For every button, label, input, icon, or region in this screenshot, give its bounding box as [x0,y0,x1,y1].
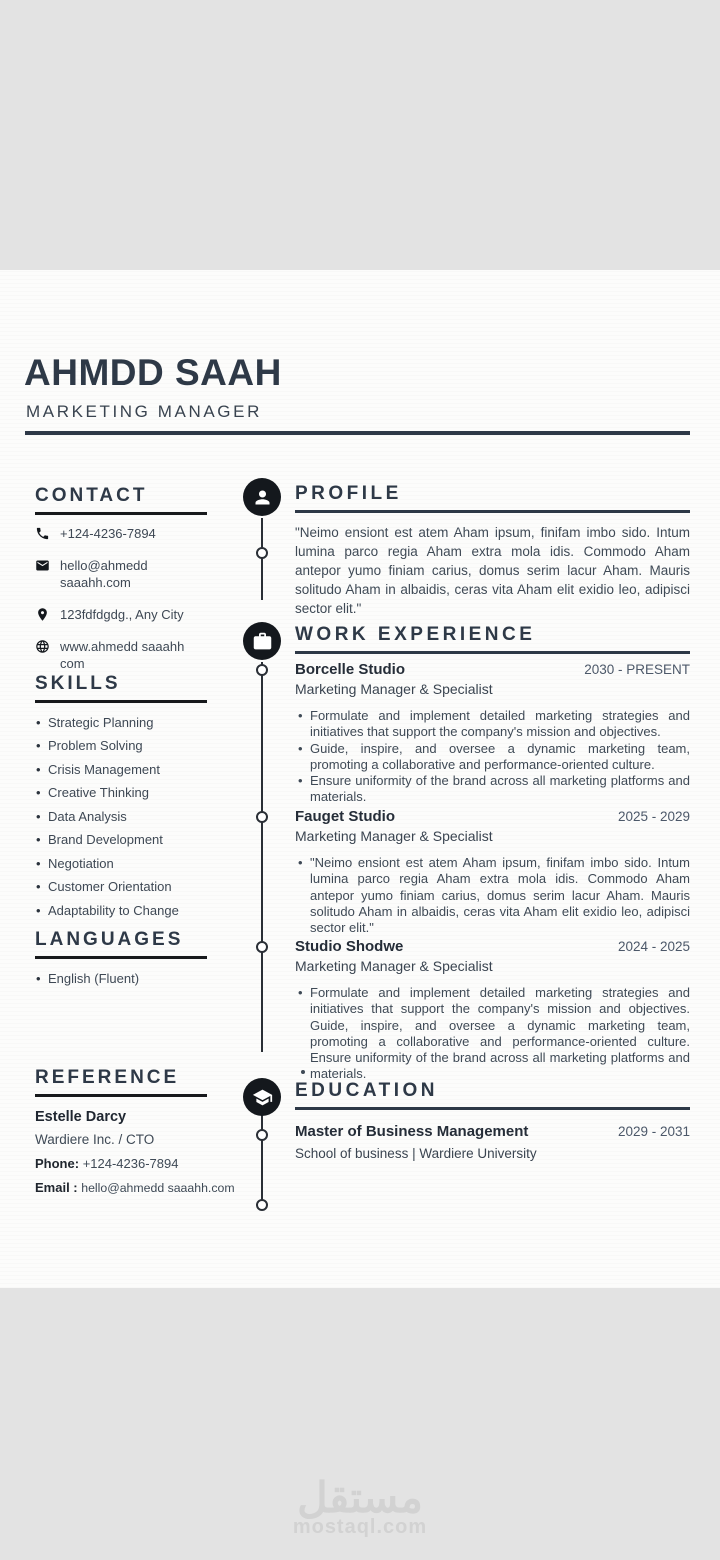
reference-section [35,1068,245,1196]
skill-item: • Negotiation [35,852,230,876]
work-role: Marketing Manager & Specialist [295,828,493,844]
work-entry [295,938,690,1083]
work-bullet: • "Neimo ensiont est atem Aham ipsum, finifam imbo sido. Intum lumina parco regia Aham extra mola idis. Commodo Aham antepor yumo finiam carius, domus serim lacur Aham. Mauris solitudo Aham in albaidis, ceras vita Aham elit exidio leo, adipisci sector elit." [295,855,690,936]
globe-icon [35,639,50,654]
work-bullet: • Formulate and implement detailed marketing strategies and initiatives that support the company's mission and objectives. Guide, inspire, and oversee a dynamic marketing team, promoting a collaborative and performance-oriented culture. Ensure uniformity of the brand across all marketing platforms and materials. [295,985,690,1083]
profile-node [243,478,281,516]
reference-email-line [35,1180,245,1196]
work-bullet-list [295,708,690,806]
reference-heading-rule [35,1094,207,1097]
reference-email-value: hello@ahmedd saaahh.com [81,1180,235,1195]
contact-phone: +124-4236-7894 [60,525,156,541]
work-role: Marketing Manager & Specialist [295,681,493,697]
profile-heading-rule [295,510,690,513]
contact-website: www.ahmedd saaahh com [60,638,185,671]
work-experience-heading: WORK EXPERIENCE [295,624,536,645]
timeline-dot [256,941,268,953]
work-bullet: • Guide, inspire, and oversee a dynamic marketing team, promoting a collaborative and performance-oriented culture. [295,741,690,774]
work-entry [295,661,690,806]
email-icon [35,558,50,573]
work-dates: 2030 - PRESENT [584,662,690,677]
timeline-dot [256,664,268,676]
header-divider [25,431,690,435]
skill-item: • Customer Orientation [35,875,230,899]
location-icon [35,607,50,622]
skill-item: • Data Analysis [35,805,230,829]
contact-row-address [35,606,230,623]
company-name: Borcelle Studio [295,661,406,678]
contact-row-website [35,638,230,672]
reference-heading: REFERENCE [35,1067,180,1088]
skill-item: • Brand Development [35,828,230,852]
work-entry-header [295,808,690,826]
language-item: • English (Fluent) [35,967,230,991]
reference-email-label: Email : [35,1179,78,1195]
work-dates: 2024 - 2025 [617,939,690,954]
school-name: School of business | Wardiere University [295,1146,537,1161]
work-bullet-list [295,985,690,1083]
person-icon [252,487,273,508]
skill-item: • Creative Thinking [35,781,230,805]
skill-item: • Adaptability to Change [35,899,230,923]
reference-phone-label: Phone: [35,1155,80,1171]
graduation-cap-icon [252,1087,273,1108]
education-entry-header [295,1123,690,1141]
skill-item: • Strategic Planning [35,711,230,735]
education-heading: EDUCATION [295,1080,439,1101]
education-section [295,1081,690,1110]
work-entry [295,808,690,936]
timeline-line [261,662,263,1052]
languages-section [35,930,230,990]
watermark-arabic-logo: مستقل [297,1474,423,1521]
timeline-dot [256,1199,268,1211]
education-node [243,1078,281,1116]
reference-phone-line [35,1156,245,1172]
education-dates: 2029 - 2031 [617,1124,690,1139]
contact-list [35,525,230,672]
contact-heading: CONTACT [35,485,148,506]
profile-heading: PROFILE [295,483,402,504]
contact-section [35,486,230,672]
timeline-dot [256,811,268,823]
work-node [243,622,281,660]
education-entry [295,1123,690,1162]
timeline-dot [256,547,268,559]
timeline-line [261,518,263,600]
contact-email: hello@ahmedd saaahh.com [60,557,148,590]
skill-item: • Crisis Management [35,758,230,782]
skill-item: • Problem Solving [35,734,230,758]
reference-name: Estelle Darcy [35,1108,127,1125]
work-bullet-list [295,855,690,936]
education-heading-rule [295,1107,690,1110]
contact-heading-rule [35,512,207,515]
skills-heading: SKILLS [35,673,121,694]
company-name: Fauget Studio [295,808,395,825]
skills-list [35,711,230,923]
phone-icon [35,526,50,541]
watermark-domain: mostaql.com [292,1516,428,1538]
languages-heading-rule [35,956,207,959]
timeline-dot [256,1129,268,1141]
contact-row-email [35,557,230,591]
work-entry-header [295,661,690,679]
reference-phone-value: +124-4236-7894 [82,1155,179,1171]
work-role: Marketing Manager & Specialist [295,958,493,974]
skills-heading-rule [35,700,207,703]
candidate-job-title: MARKETING MANAGER [26,402,262,421]
languages-list [35,967,230,991]
degree-name: Master of Business Management [295,1123,529,1140]
contact-address: 123fdfdgdg., Any City [60,606,184,622]
profile-text: "Neimo ensiont est atem Aham ipsum, finifam imbo sido. Intum lumina parco regia Aham extra mola idis. Commodo Aham antepor yumo finiam carius, domus serim lacur Aham. Mauris solitudo Aham in albaidis, ceras vita Aham elit exidio leo, adipisci sector elit." [295,524,690,616]
languages-heading: LANGUAGES [35,929,184,950]
reference-role: Wardiere Inc. / CTO [35,1131,155,1147]
timeline-line [261,1114,263,1206]
contact-row-phone [35,525,230,542]
work-dates: 2025 - 2029 [617,809,690,824]
briefcase-icon [252,631,273,652]
stray-bullet-dot [301,1070,305,1074]
skills-section [35,674,230,922]
profile-section [295,484,690,618]
work-entry-header [295,938,690,956]
resume-page [0,270,720,1288]
company-name: Studio Shodwe [295,938,404,955]
work-bullet: • Ensure uniformity of the brand across all marketing platforms and materials. [295,773,690,806]
work-heading-rule [295,651,690,654]
work-bullet: • Formulate and implement detailed marketing strategies and initiatives that support the company's mission and objectives. [295,708,690,741]
watermark [0,1474,720,1539]
work-experience-section [295,625,690,654]
candidate-name: AHMDD SAAH [24,352,282,393]
